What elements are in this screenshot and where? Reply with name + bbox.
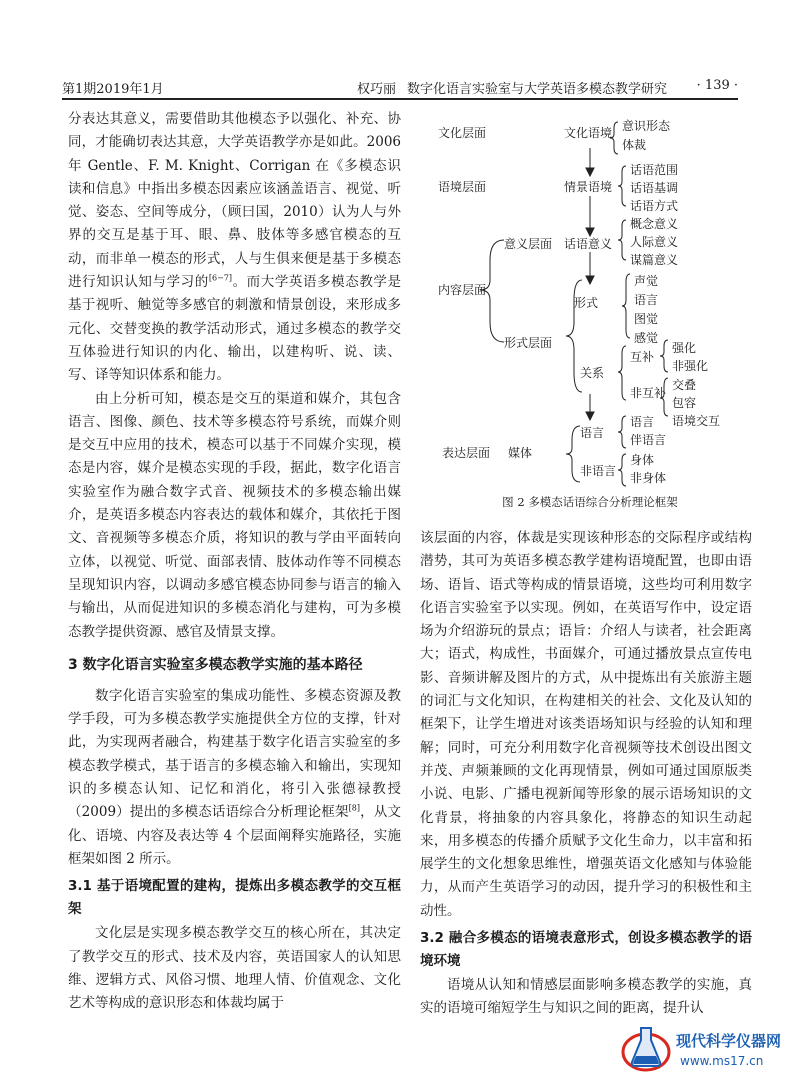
label-media: 媒体 bbox=[508, 446, 533, 460]
arrowhead bbox=[586, 168, 594, 176]
label-complementary: 互补 bbox=[630, 350, 655, 364]
paragraph: 语境从认知和情感层面影响多模态教学的实施，真实的语境可缩短学生与知识之间的距离，提升认 bbox=[420, 977, 752, 1017]
citation-ref[interactable]: [6−7] bbox=[208, 273, 232, 283]
right-column bbox=[420, 527, 752, 1021]
label-non-complementary: 非互补 bbox=[630, 386, 667, 400]
label-field: 话语范围 bbox=[630, 163, 679, 177]
section-heading: 3 数字化语言实验室多模态教学实施的基本路径 bbox=[68, 656, 363, 673]
label-expression-layer: 表达层面 bbox=[442, 446, 491, 460]
brace bbox=[566, 426, 580, 482]
brace bbox=[618, 454, 626, 486]
arrowhead bbox=[586, 228, 594, 236]
label-textual: 谋篇意义 bbox=[630, 253, 679, 267]
label-language2: 语言 bbox=[630, 415, 655, 429]
subsection-heading: 3.1 基于语境配置的建构，提炼出多模态教学的交互框架 bbox=[68, 878, 401, 917]
label-discourse-meaning: 话语意义 bbox=[564, 237, 613, 251]
brace bbox=[618, 416, 626, 448]
label-situation-context: 情景语境 bbox=[564, 180, 613, 194]
running-header bbox=[62, 74, 738, 100]
citation-ref[interactable]: [8] bbox=[348, 803, 360, 813]
issue-date: 第1期2019年1月 bbox=[62, 82, 164, 97]
label-relation: 关系 bbox=[580, 366, 605, 380]
brace bbox=[618, 220, 626, 260]
label-form-layer: 形式层面 bbox=[504, 336, 553, 350]
watermark-name: 现代科学仪器网 bbox=[676, 1032, 782, 1050]
label-strengthen: 强化 bbox=[672, 341, 697, 355]
label-context-layer: 语境层面 bbox=[438, 180, 487, 194]
paragraph: 该层面的内容，体裁是实现该种形态的交际程序或结构潜势，其可为英语多模态教学建构语境配置，也即由语场、语旨、语式等构成的情景语境，这些均可利用数字化语言实验室予以实现。例如，在英语写作中，设定语场为介绍游玩的景点；语旨：介绍人与读者，社会距离大；语式，构成性，书面媒介，可通过播放景点宣传电影、音频讲解及图片的方式，从中提炼出有关旅游主题的词汇与文化知识，在构建相关的社会、文化及认知的框架下，让学生增进对该类语场知识与经验的认知和理解；同时，可充分利用数字化音视频等技术创设出图文并茂、声频兼顾的文化再现情景，例如可通过国原版类小说、电影、广播电视新闻等形象的展示语场知识的文化背景，将抽象的内容具象化，将静态的知识生动起来，用多模态的传播介质赋予文化生命力，以丰富和拓展学生的文化想象思维性，增强英语文化感知与体验能力，从而产生英语学习的动因，提升学习的积极性和主动性。 bbox=[420, 530, 752, 919]
brace bbox=[618, 166, 626, 206]
paragraph: 由上分析可知，模态是交互的渠道和媒介，其包含语言、图像、颜色、技术等多模态符号系统，而媒介则是交互中应用的技术，模态可以基于不同媒介实现，模态是内容，媒介是模态实现的手段，据此，数字化语言实验室作为融合数字式音、视频技术的多模态输出媒介，是英语多模态内容表达的载体和媒介，其依托于图文、音视频等多模态介质，将知识的教与学由平面转向立体，以视觉、听觉、面部表情、肢体动作等不同模态呈现知识内容，以调动多感官模态协同参与语言的输入与输出，从而促进知识的多模态消化与建构，可为多模态教学提供资源、感官及情景支撑。 bbox=[68, 390, 401, 640]
label-non-strengthen: 非强化 bbox=[672, 359, 709, 373]
brace bbox=[660, 340, 668, 372]
label-sound: 声觉 bbox=[634, 274, 659, 288]
label-body: 身体 bbox=[630, 453, 655, 467]
label-culture-layer: 文化层面 bbox=[438, 126, 487, 140]
label-feeling: 感觉 bbox=[634, 331, 659, 345]
label-non-linguistic: 非语言 bbox=[580, 464, 617, 478]
label-interpersonal: 人际意义 bbox=[630, 235, 679, 249]
site-watermark bbox=[620, 1022, 795, 1080]
label-content-layer: 内容层面 bbox=[438, 283, 487, 297]
label-context-interaction: 语境交互 bbox=[672, 414, 721, 428]
label-culture-context: 文化语境 bbox=[564, 126, 613, 140]
label-mode: 话语方式 bbox=[630, 199, 679, 213]
subsection-heading: 3.2 融合多模态的语境表意形式，创设多模态教学的语境环境 bbox=[420, 930, 752, 969]
label-overlap: 交叠 bbox=[672, 378, 697, 392]
label-conceptual: 概念意义 bbox=[630, 217, 679, 231]
flask-logo-icon bbox=[620, 1022, 672, 1074]
label-meaning-layer: 意义层面 bbox=[504, 237, 553, 251]
label-tenor: 话语基调 bbox=[630, 181, 679, 195]
brace bbox=[618, 346, 626, 400]
label-inclusion: 包容 bbox=[672, 396, 697, 410]
label-form: 形式 bbox=[574, 296, 599, 310]
label-image: 图觉 bbox=[634, 312, 659, 326]
label-genre: 体裁 bbox=[622, 138, 647, 152]
figure-framework bbox=[420, 110, 760, 509]
brace bbox=[622, 274, 630, 338]
arrowhead bbox=[586, 412, 594, 420]
label-ideology: 意识形态 bbox=[622, 119, 671, 133]
running-title: 数字化语言实验室与大学英语多模态教学研究 bbox=[407, 82, 668, 97]
paragraph: 文化层是实现多模态教学交互的核心所在，其决定了教学交互的形式、技术及内容，英语国家人的认知思维、逻辑方式、风俗习惯、地理人情、价值观念、文化艺术等构成的意识形态和体裁均属于 bbox=[68, 925, 401, 1012]
label-para-language: 伴语言 bbox=[630, 433, 667, 447]
paragraph: 数字化语言实验室的集成功能性、多模态资源及教学手段，可为多模态教学实施提供全方位的支撑，针对此，为实现两者融合，构建基于数字化语言实验室的多模态教学模式，基于语言的多模态输入和输出，实现知识的多模态认知、记忆和消化，将引入张德禄教授（2009）提出的多模态话语综合分析理论框架[8]，从文化、语境、内容及表达等 4 个层面阐释实施路径，实施框架如图 2 所示。 bbox=[68, 687, 402, 867]
page-number: · 139 · bbox=[696, 78, 738, 93]
left-column bbox=[68, 108, 401, 1015]
paragraph: 分表达其意义，需要借助其他模态予以强化、补充、协同，才能确切表达其意，大学英语教学亦是如此。2006 年 Gentle、F. M. Knight、Corrigan 在《多模态识读和信息》中指出多模态因素应该涵盖语言、视觉、听觉、姿态、空间等成分，（顾曰国，2010）认为人与外界的交互是基于耳、眼、鼻、肢体等多感官模态的互动，而非单一模态的形式，人与生俱来便是基于多模态进行知识认知与学习的[6−7]。而大学英语多模态教学是基于视听、触觉等多感官的刺激和情景创设，来形成多元化、交替变换的教学活动形式，通过多模态的教学交互体验进行知识的内化、输出，以建构听、说、读、写、译等知识体系和能力。 bbox=[68, 111, 402, 384]
label-non-body: 非身体 bbox=[630, 471, 667, 485]
arrowhead bbox=[586, 276, 594, 284]
figure-caption: 图 2 多模态话语综合分析理论框架 bbox=[502, 495, 678, 509]
label-linguistic: 语言 bbox=[580, 426, 605, 440]
label-language: 语言 bbox=[634, 293, 659, 307]
watermark-url[interactable]: www.ms17.cn bbox=[680, 1054, 764, 1068]
running-author: 权巧丽 bbox=[357, 82, 397, 97]
